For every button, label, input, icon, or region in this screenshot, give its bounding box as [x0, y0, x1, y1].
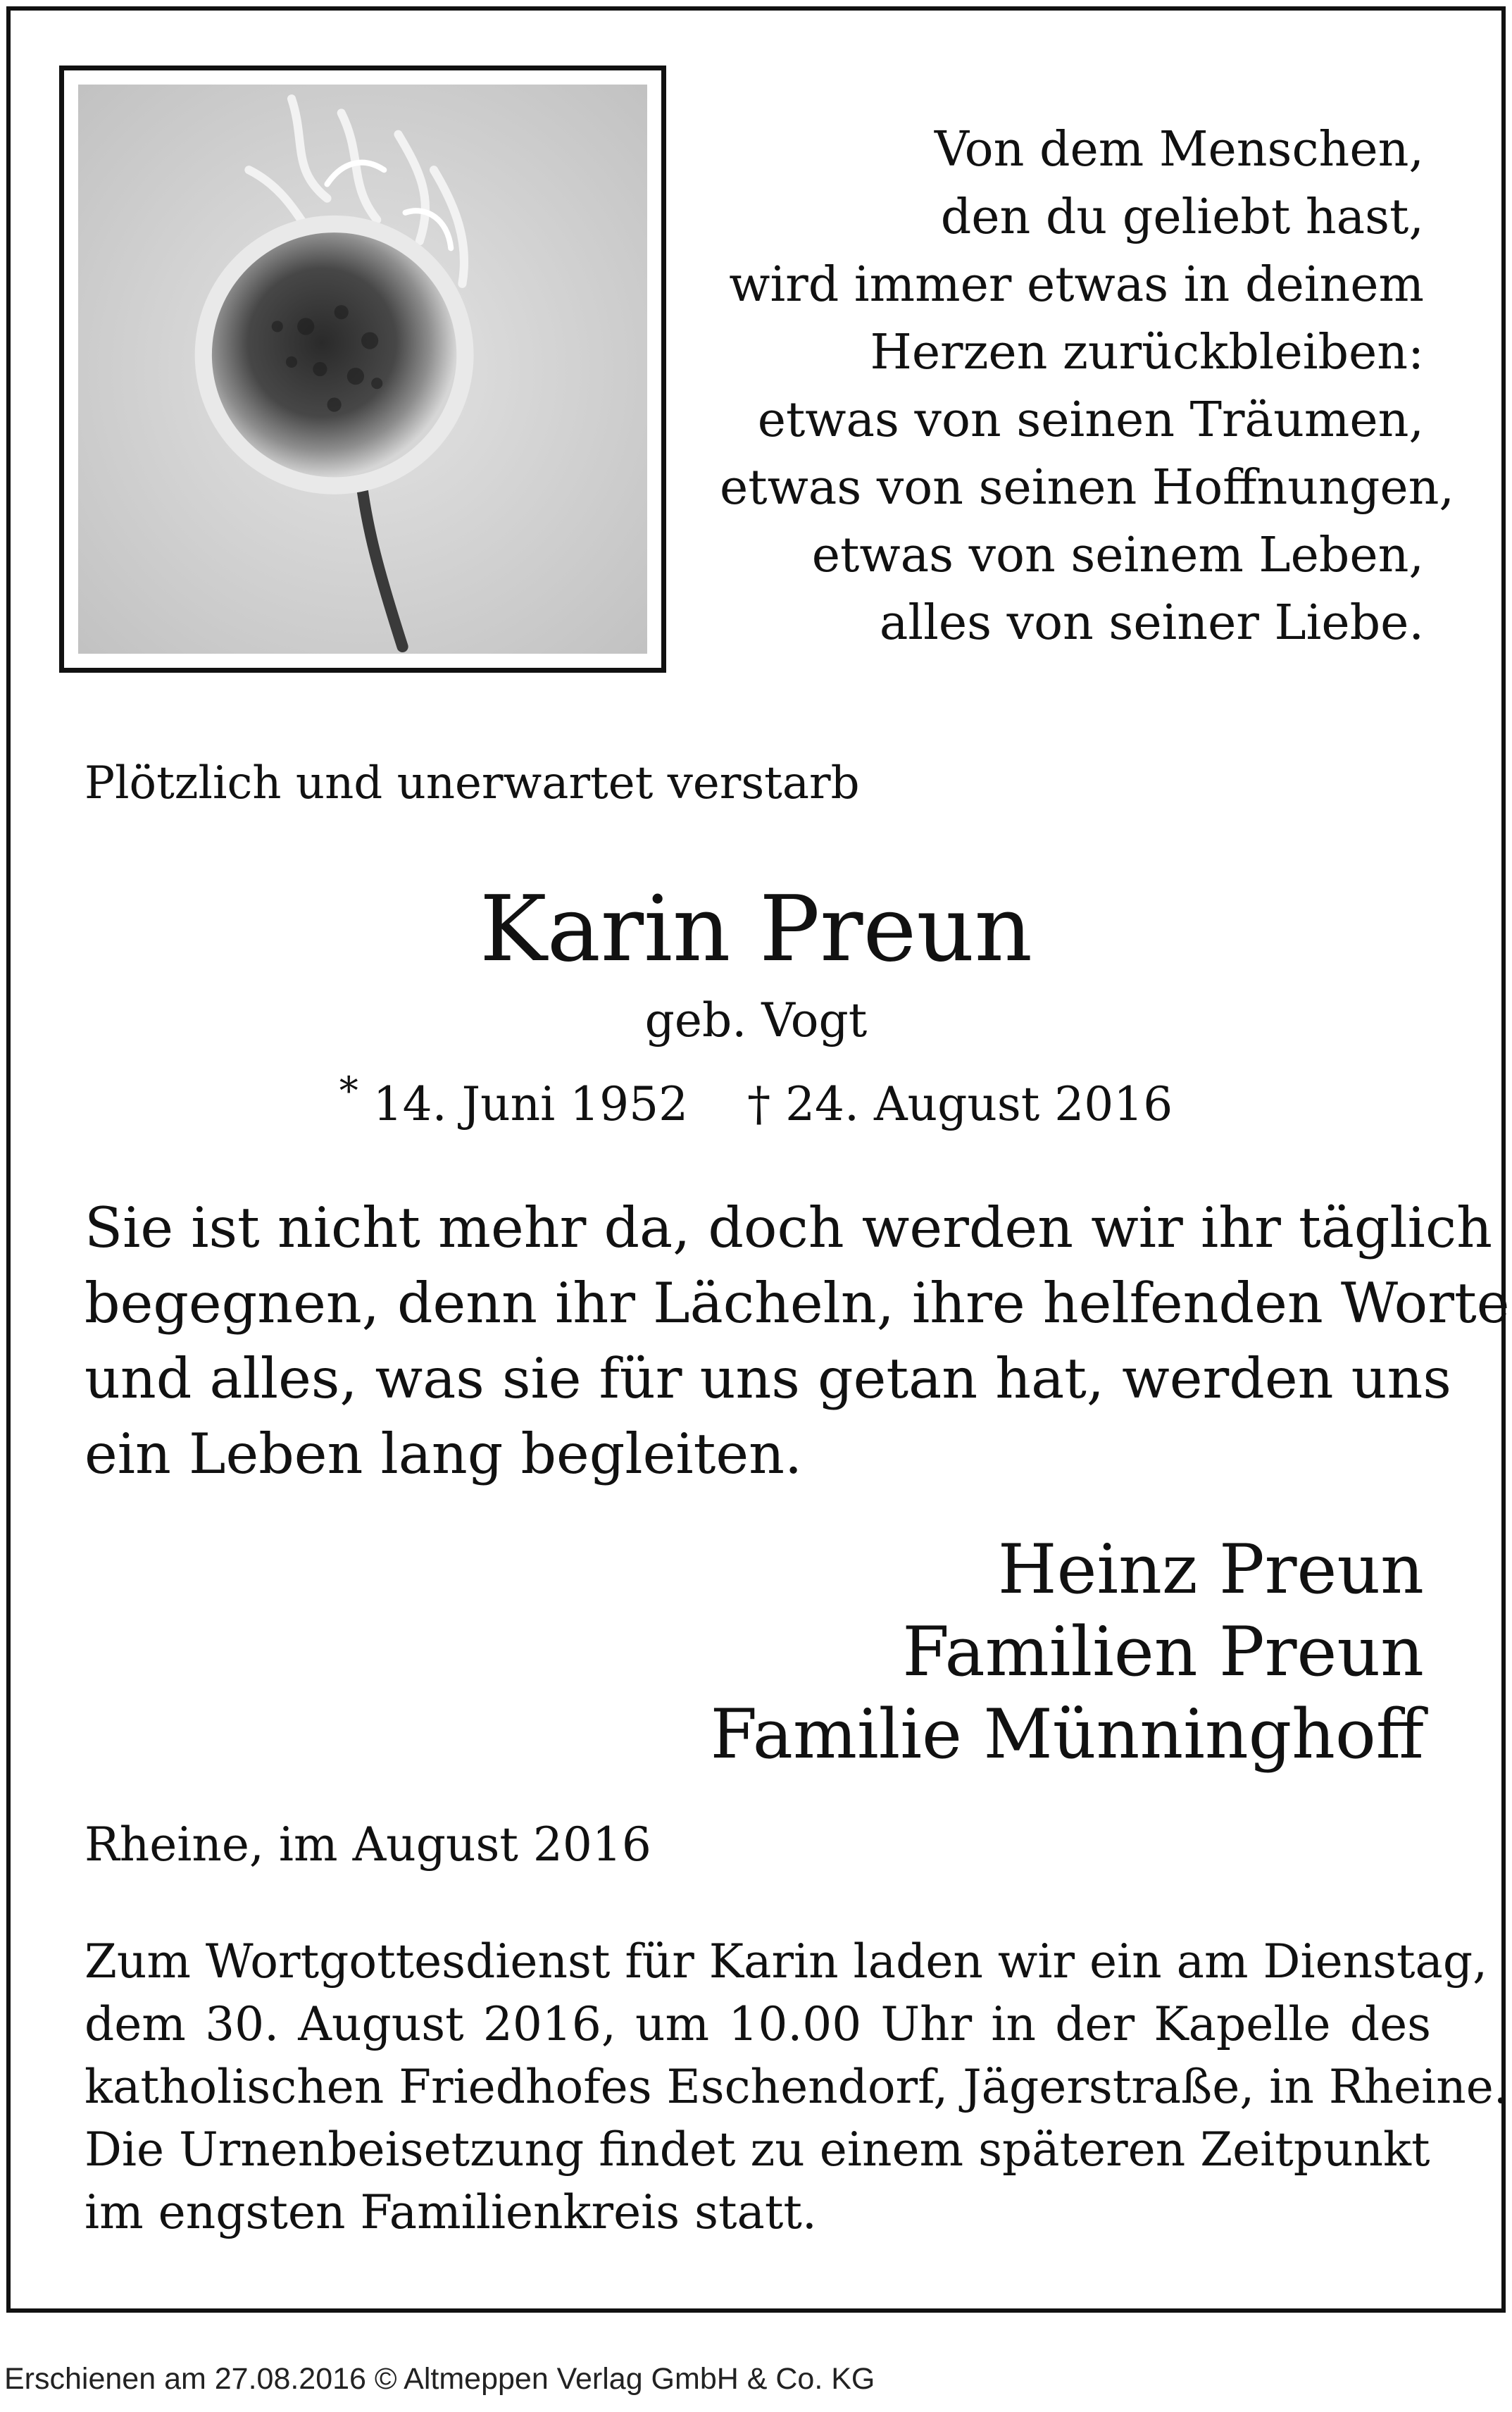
mourner-name: Familie Münninghoff [710, 1695, 1424, 1774]
place-date: Rheine, im August 2016 [85, 1817, 651, 1872]
deceased-name: Karin Preun [479, 877, 1033, 982]
photo-frame [59, 66, 666, 673]
service-line: Die Urnenbeisetzung findet zu einem späteren Zeitpunkt [85, 2122, 1430, 2177]
message-line: ein Leben lang begleiten. [85, 1422, 803, 1486]
life-dates [0, 1069, 1512, 1131]
poem-line: Von dem Menschen, [934, 122, 1424, 178]
service-line: im engsten Familienkreis statt. [85, 2185, 817, 2239]
service-line: katholischen Friedhofes Eschendorf, Jägerstraße, in Rheine. [85, 2060, 1508, 2114]
poem-line: alles von seiner Liebe. [879, 595, 1424, 651]
intro-text: Plötzlich und unerwartet verstarb [85, 757, 860, 809]
poem-line: etwas von seinen Hoffnungen, [720, 460, 1455, 516]
death-symbol: † [747, 1077, 771, 1131]
poem-line: wird immer etwas in deinem [729, 257, 1424, 313]
poem-line: etwas von seinen Träumen, [757, 392, 1424, 448]
publication-footer: Erschienen am 27.08.2016 © Altmeppen Verlag GmbH & Co. KG [4, 2362, 875, 2396]
birth-date: 14. Juni 1952 [373, 1077, 689, 1131]
birth-name: geb. Vogt [644, 993, 868, 1048]
mourner-name: Familien Preun [902, 1612, 1424, 1691]
death-date: 24. August 2016 [785, 1077, 1173, 1131]
message-line: und alles, was sie für uns getan hat, werden uns [85, 1346, 1451, 1411]
memorial-message [85, 1191, 1510, 1492]
service-line: Zum Wortgottesdienst für Karin laden wir ein am Dienstag, [85, 1934, 1488, 1989]
service-notice [85, 1930, 1508, 2244]
mourner-name: Heinz Preun [997, 1530, 1424, 1609]
poem-line: den du geliebt hast, [940, 189, 1424, 245]
service-line: dem 30. August 2016, um 10.00 Uhr in der Kapelle des [85, 1997, 1431, 2051]
poem-line: etwas von seinem Leben, [811, 528, 1424, 583]
message-line: Sie ist nicht mehr da, doch werden wir ihr täglich [85, 1195, 1493, 1260]
poem-line: Herzen zurückbleiben: [870, 325, 1424, 380]
message-line: begegnen, denn ihr Lächeln, ihre helfenden Worte [85, 1271, 1510, 1336]
birth-symbol: * [339, 1069, 358, 1113]
dandelion-icon [78, 85, 647, 654]
poem [720, 116, 1455, 657]
mourners [711, 1529, 1424, 1776]
